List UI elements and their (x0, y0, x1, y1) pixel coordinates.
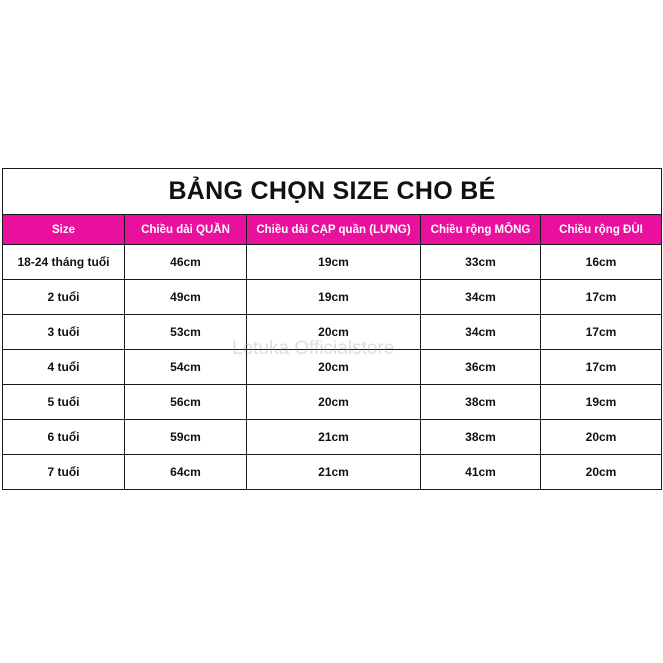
header-row (3, 215, 662, 245)
table-row (3, 455, 662, 490)
hip-cell: 34cm (421, 315, 541, 350)
length-cell: 53cm (125, 315, 247, 350)
table-row (3, 280, 662, 315)
waist-cell: 21cm (247, 420, 421, 455)
size-cell: 5 tuổi (3, 385, 125, 420)
size-chart (2, 168, 661, 490)
table-row (3, 245, 662, 280)
hip-cell: 36cm (421, 350, 541, 385)
size-cell: 4 tuổi (3, 350, 125, 385)
size-cell: 6 tuổi (3, 420, 125, 455)
hip-cell: 33cm (421, 245, 541, 280)
table-row (3, 385, 662, 420)
table-row (3, 350, 662, 385)
length-cell: 64cm (125, 455, 247, 490)
thigh-cell: 20cm (541, 420, 662, 455)
table-row (3, 420, 662, 455)
waist-cell: 21cm (247, 455, 421, 490)
size-table (2, 168, 662, 490)
hip-cell: 38cm (421, 385, 541, 420)
thigh-cell: 17cm (541, 315, 662, 350)
hip-cell: 34cm (421, 280, 541, 315)
thigh-cell: 16cm (541, 245, 662, 280)
thigh-cell: 17cm (541, 280, 662, 315)
waist-cell: 20cm (247, 315, 421, 350)
size-cell: 18-24 tháng tuổi (3, 245, 125, 280)
waist-cell: 20cm (247, 350, 421, 385)
length-cell: 49cm (125, 280, 247, 315)
table-row (3, 315, 662, 350)
size-cell: 2 tuổi (3, 280, 125, 315)
length-cell: 46cm (125, 245, 247, 280)
column-header-hip: Chiều rộng MÔNG (421, 215, 541, 245)
hip-cell: 41cm (421, 455, 541, 490)
waist-cell: 19cm (247, 245, 421, 280)
thigh-cell: 19cm (541, 385, 662, 420)
hip-cell: 38cm (421, 420, 541, 455)
waist-cell: 19cm (247, 280, 421, 315)
length-cell: 59cm (125, 420, 247, 455)
column-header-thigh: Chiều rộng ĐÙI (541, 215, 662, 245)
size-cell: 3 tuổi (3, 315, 125, 350)
thigh-cell: 20cm (541, 455, 662, 490)
column-header-length: Chiều dài QUẦN (125, 215, 247, 245)
column-header-size: Size (3, 215, 125, 245)
table-title: BẢNG CHỌN SIZE CHO BÉ (3, 169, 662, 215)
store-watermark: Lotuka Officialstore (232, 338, 395, 359)
length-cell: 56cm (125, 385, 247, 420)
length-cell: 54cm (125, 350, 247, 385)
column-header-waist: Chiều dài CẠP quần (LƯNG) (247, 215, 421, 245)
thigh-cell: 17cm (541, 350, 662, 385)
waist-cell: 20cm (247, 385, 421, 420)
size-cell: 7 tuổi (3, 455, 125, 490)
